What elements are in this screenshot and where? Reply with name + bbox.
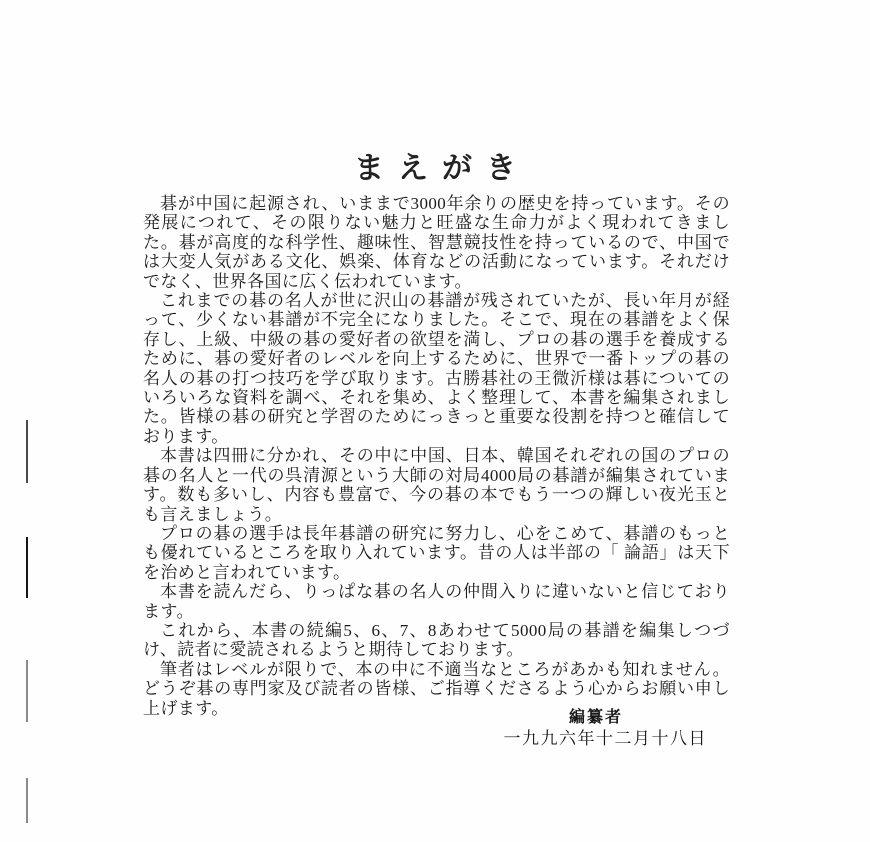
preface-body [143, 194, 730, 718]
scan-artifact-line [26, 778, 28, 823]
page-title: まえがき [354, 152, 530, 185]
preface-paragraph: 筆者はレベルが限りで、本の中に不適当なところがあかも知れません。どうぞ碁の専門家及び読者の皆様、ご指導くださるよう心からお願い申し上げます。 [143, 659, 730, 718]
scan-artifact-line [26, 660, 28, 722]
scan-artifact-line [26, 420, 28, 483]
preface-paragraph: これから、本書の続編5、6、7、8あわせて5000局の碁譜を編集しつづけ、読者に愛読されるようと期待しております。 [143, 620, 730, 660]
preface-paragraph: これまでの碁の名人が世に沢山の碁譜が残されていたが、長い年月が経って、少くない碁譜が不完全になりました。そこで、現在の碁譜をよく保存し、上級、中級の碁の愛好者の欲望を満し、プロの碁の選手を養成するために、碁の愛好者のレベルを向上するために、世界で一番トップの碁の名人の碁の打つ技巧を学び取ります。古勝碁社の王微沂様は碁についてのいろいろな資料を調べ、それを集め、よく整理して、本書を編集されました。皆様の碁の研究と学習のためにっきっと重要な役割を持つと確信しております。 [143, 291, 730, 446]
signature-date: 一九九六年十二月十八日 [503, 729, 707, 748]
preface-paragraph: プロの碁の選手は長年碁譜の研究に努力し、心をこめて、碁譜のもっとも優れているところを取り入れています。昔の人は半部の「 論語」は天下を治めと言われています。 [143, 523, 730, 582]
signature-author: 編纂者 [568, 709, 623, 726]
scan-artifact-line [26, 537, 28, 598]
preface-paragraph: 碁が中国に起源され、いままで3000年余りの歴史を持っています。その発展につれて、その限りない魅力と旺盛な生命力がよく現われてきました。碁が高度的な科学性、趣味性、智慧競技性を持っているので、中国では大変人気がある文化、娯楽、体育などの活動になっています。それだけでなく、世界各国に広く伝われています。 [143, 194, 730, 291]
preface-paragraph: 本書を読んだら、りっぱな碁の名人の仲間入りに違いないと信じております。 [143, 582, 730, 621]
signature-block [143, 708, 707, 750]
preface-paragraph: 本書は四冊に分かれ、その中に中国、日本、韓国それぞれの国のプロの碁の名人と一代の呉清源という大師の対局4000局の碁譜が編集されています。数も多いし、内容も豊富で、今の碁の本でもう一つの輝しい夜光玉とも言えましょう。 [143, 446, 730, 524]
